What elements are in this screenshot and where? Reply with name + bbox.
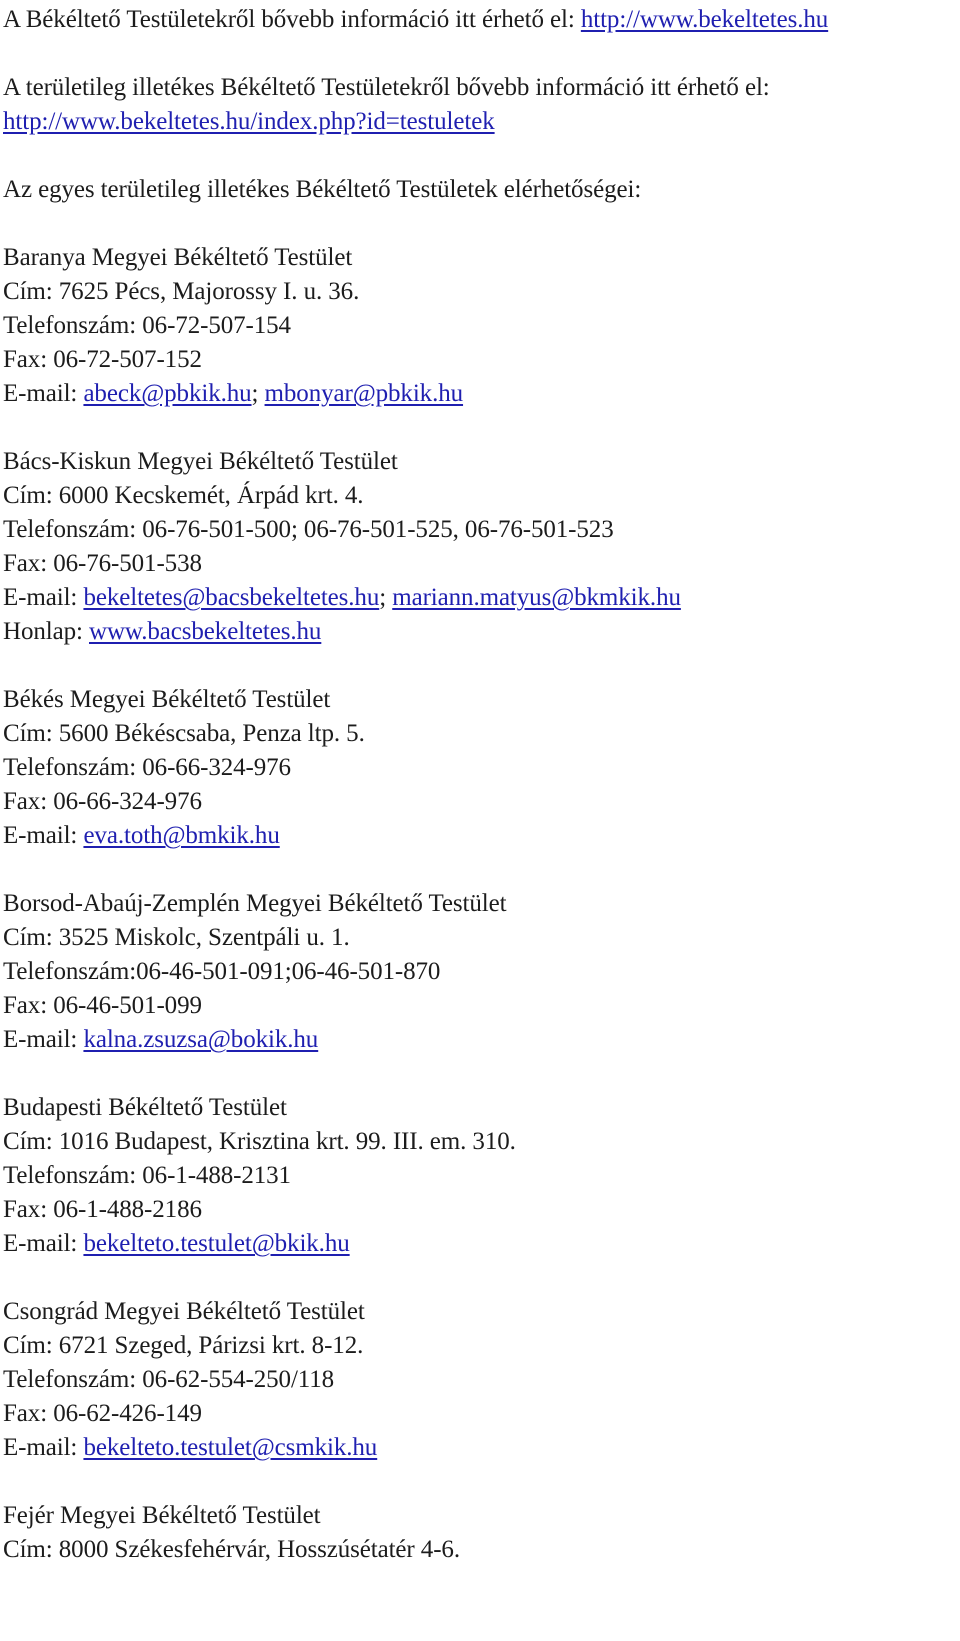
body-address: 6000 Kecskemét, Árpád krt. 4.	[58, 482, 364, 509]
body-fax: 06-62-426-149	[53, 1400, 202, 1427]
separator: ;	[251, 380, 265, 407]
body-name: Budapesti Békéltető Testület	[3, 1094, 287, 1121]
body-address: 5600 Békéscsaba, Penza ltp. 5.	[58, 720, 365, 747]
address-label: Cím:	[3, 1332, 59, 1359]
spacer	[3, 649, 953, 683]
email-link[interactable]: mbonyar@pbkik.hu	[264, 380, 464, 407]
homepage-link[interactable]: www.bacsbekeltetes.hu	[89, 618, 322, 645]
body-name: Békés Megyei Békéltető Testület	[3, 686, 331, 713]
body-phone: 06-72-507-154	[142, 312, 291, 339]
bekeltetes-testuletek-link[interactable]: http://www.bekeltetes.hu/index.php?id=testuletek	[3, 108, 495, 135]
spacer	[3, 1261, 953, 1295]
address-label: Cím:	[3, 1536, 59, 1563]
body-fax: 06-1-488-2186	[53, 1196, 202, 1223]
body-phone: 06-66-324-976	[142, 754, 291, 781]
address-label: Cím:	[3, 924, 59, 951]
document-page	[3, 0, 953, 1567]
body-name: Fejér Megyei Békéltető Testület	[3, 1502, 321, 1529]
email-label: E-mail:	[3, 380, 84, 407]
body-block-borsod	[3, 887, 953, 1057]
email-link[interactable]: mariann.matyus@bkmkik.hu	[392, 584, 681, 611]
email-label: E-mail:	[3, 1434, 84, 1461]
email-label: E-mail:	[3, 822, 84, 849]
email-link[interactable]: bekelteto.testulet@csmkik.hu	[83, 1434, 378, 1461]
spacer	[3, 1057, 953, 1091]
bekeltetes-home-link[interactable]: http://www.bekeltetes.hu	[580, 6, 829, 33]
homepage-label: Honlap:	[3, 618, 89, 645]
body-block-budapest	[3, 1091, 953, 1261]
email-link[interactable]: eva.toth@bmkik.hu	[83, 822, 280, 849]
intro-text-2: A területileg illetékes Békéltető Testületekről bővebb információ itt érhető el:	[3, 74, 770, 101]
fax-label: Fax:	[3, 346, 54, 373]
intro-paragraph-1	[3, 0, 953, 37]
body-fax: 06-66-324-976	[53, 788, 202, 815]
spacer	[3, 1465, 953, 1499]
phone-label: Telefonszám:	[3, 1366, 143, 1393]
fax-label: Fax:	[3, 1196, 54, 1223]
spacer	[3, 411, 953, 445]
spacer	[3, 207, 953, 241]
body-block-baranya	[3, 241, 953, 411]
body-address: 1016 Budapest, Krisztina krt. 99. III. em. 310.	[58, 1128, 516, 1155]
fax-label: Fax:	[3, 1400, 54, 1427]
body-name: Csongrád Megyei Békéltető Testület	[3, 1298, 365, 1325]
email-link[interactable]: abeck@pbkik.hu	[83, 380, 252, 407]
phone-label: Telefonszám:	[3, 1162, 143, 1189]
body-block-bekes	[3, 683, 953, 853]
spacer	[3, 37, 953, 71]
phone-label: Telefonszám:	[3, 754, 143, 781]
spacer	[3, 853, 953, 887]
phone-label: Telefonszám:	[3, 312, 143, 339]
body-block-csongrad	[3, 1295, 953, 1465]
body-name: Borsod-Abaúj-Zemplén Megyei Békéltető Testület	[3, 890, 507, 917]
body-address: 7625 Pécs, Majorossy I. u. 36.	[58, 278, 360, 305]
phone-label: Telefonszám:	[3, 958, 137, 985]
address-label: Cím:	[3, 482, 59, 509]
phone-label: Telefonszám:	[3, 516, 143, 543]
fax-label: Fax:	[3, 992, 54, 1019]
body-block-bacs-kiskun	[3, 445, 953, 649]
body-phone: 06-46-501-091;06-46-501-870	[136, 958, 441, 985]
separator: ;	[379, 584, 393, 611]
spacer	[3, 139, 953, 173]
intro-text-3: Az egyes területileg illetékes Békéltető Testületek elérhetőségei:	[3, 176, 642, 203]
address-label: Cím:	[3, 720, 59, 747]
fax-label: Fax:	[3, 788, 54, 815]
body-fax: 06-76-501-538	[53, 550, 202, 577]
address-label: Cím:	[3, 278, 59, 305]
fax-label: Fax:	[3, 550, 54, 577]
intro-paragraph-3	[3, 173, 953, 207]
body-phone: 06-62-554-250/118	[142, 1366, 335, 1393]
body-phone: 06-1-488-2131	[142, 1162, 291, 1189]
body-phone: 06-76-501-500; 06-76-501-525, 06-76-501-523	[142, 516, 614, 543]
email-label: E-mail:	[3, 584, 84, 611]
body-name: Bács-Kiskun Megyei Békéltető Testület	[3, 448, 398, 475]
email-link[interactable]: bekelteto.testulet@bkik.hu	[83, 1230, 350, 1257]
body-fax: 06-46-501-099	[53, 992, 202, 1019]
body-fax: 06-72-507-152	[53, 346, 202, 373]
body-name: Baranya Megyei Békéltető Testület	[3, 244, 353, 271]
intro-text-1: A Békéltető Testületekről bővebb információ itt érhető el:	[3, 6, 581, 33]
intro-paragraph-2	[3, 71, 953, 139]
body-address: 8000 Székesfehérvár, Hosszúsétatér 4-6.	[58, 1536, 460, 1563]
body-block-fejer	[3, 1499, 953, 1567]
email-label: E-mail:	[3, 1230, 84, 1257]
body-address: 3525 Miskolc, Szentpáli u. 1.	[58, 924, 350, 951]
email-link[interactable]: kalna.zsuzsa@bokik.hu	[83, 1026, 319, 1053]
address-label: Cím:	[3, 1128, 59, 1155]
email-link[interactable]: bekeltetes@bacsbekeltetes.hu	[83, 584, 380, 611]
email-label: E-mail:	[3, 1026, 84, 1053]
body-address: 6721 Szeged, Párizsi krt. 8-12.	[58, 1332, 364, 1359]
